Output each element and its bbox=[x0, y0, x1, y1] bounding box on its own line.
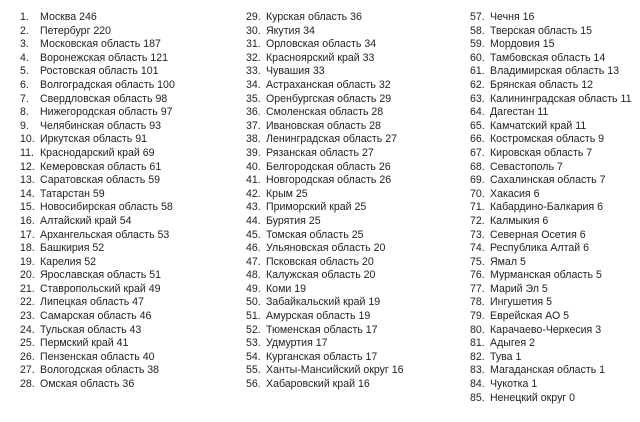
item-label: Забайкальский край 19 bbox=[266, 296, 381, 309]
list-item bbox=[20, 52, 175, 66]
list-item bbox=[470, 133, 632, 147]
list-item bbox=[246, 147, 404, 161]
item-number: 13. bbox=[20, 174, 35, 187]
item-label: Калужская область 20 bbox=[266, 269, 376, 282]
item-label: Калининградская область 11 bbox=[490, 92, 632, 105]
item-number: 84. bbox=[470, 378, 485, 391]
list-item bbox=[246, 161, 404, 175]
list-item bbox=[246, 242, 404, 256]
item-label: Курганская область 17 bbox=[266, 350, 378, 363]
item-number: 17. bbox=[20, 228, 35, 241]
item-label: Тамбовская область 14 bbox=[490, 51, 606, 64]
list-item bbox=[470, 147, 632, 161]
item-number: 85. bbox=[470, 391, 485, 404]
list-item bbox=[470, 25, 632, 39]
item-number: 25. bbox=[20, 337, 35, 350]
item-number: 32. bbox=[246, 51, 261, 64]
item-number: 62. bbox=[470, 78, 485, 91]
item-label: Московская область 187 bbox=[40, 38, 161, 51]
item-label: Архангельская область 53 bbox=[40, 228, 170, 241]
list-item bbox=[20, 269, 175, 283]
item-number: 22. bbox=[20, 296, 35, 309]
item-label: Ханты-Мансийский округ 16 bbox=[266, 364, 404, 377]
item-number: 40. bbox=[246, 160, 261, 173]
item-number: 56. bbox=[246, 378, 261, 391]
item-label: Пензенская область 40 bbox=[40, 350, 155, 363]
list-item bbox=[20, 296, 175, 310]
item-number: 82. bbox=[470, 350, 485, 363]
item-number: 15. bbox=[20, 201, 35, 214]
item-number: 50. bbox=[246, 296, 261, 309]
list-item bbox=[470, 351, 632, 365]
item-number: 69. bbox=[470, 174, 485, 187]
item-label: Дагестан 11 bbox=[490, 106, 549, 119]
item-label: Башкирия 52 bbox=[40, 242, 105, 255]
item-number: 63. bbox=[470, 92, 485, 105]
item-number: 45. bbox=[246, 228, 261, 241]
list-item bbox=[470, 310, 632, 324]
list-item bbox=[470, 324, 632, 338]
item-number: 38. bbox=[246, 133, 261, 146]
list-item bbox=[20, 147, 175, 161]
item-number: 20. bbox=[20, 269, 35, 282]
list-item bbox=[246, 215, 404, 229]
list-item bbox=[20, 161, 175, 175]
list-item bbox=[20, 25, 175, 39]
list-item bbox=[470, 52, 632, 66]
item-label: Карачаево-Черкесия 3 bbox=[490, 323, 602, 336]
item-label: Пермский край 41 bbox=[40, 337, 129, 350]
item-label: Смоленская область 28 bbox=[266, 106, 384, 119]
item-number: 24. bbox=[20, 323, 35, 336]
item-number: 75. bbox=[470, 255, 485, 268]
list-item bbox=[246, 79, 404, 93]
item-label: Ставропольский край 49 bbox=[40, 282, 161, 295]
list-item bbox=[246, 201, 404, 215]
item-number: 5. bbox=[20, 65, 29, 78]
list-item bbox=[246, 378, 404, 392]
item-number: 31. bbox=[246, 38, 261, 51]
item-label: Тульская область 43 bbox=[40, 323, 142, 336]
list-item bbox=[246, 364, 404, 378]
list-item bbox=[470, 215, 632, 229]
item-label: Краснодарский край 69 bbox=[40, 146, 155, 159]
list-item bbox=[470, 296, 632, 310]
item-number: 78. bbox=[470, 296, 485, 309]
list-item bbox=[246, 188, 404, 202]
item-number: 61. bbox=[470, 65, 485, 78]
list-item bbox=[20, 38, 175, 52]
list-item bbox=[246, 174, 404, 188]
list-item bbox=[246, 52, 404, 66]
item-number: 53. bbox=[246, 337, 261, 350]
list-item bbox=[246, 11, 404, 25]
item-label: Якутия 34 bbox=[266, 24, 315, 37]
list-item bbox=[246, 337, 404, 351]
item-number: 72. bbox=[470, 214, 485, 227]
item-label: Чувашия 33 bbox=[266, 65, 325, 78]
item-number: 3. bbox=[20, 38, 29, 51]
list-item bbox=[246, 65, 404, 79]
item-number: 81. bbox=[470, 337, 485, 350]
item-label: Саратовская область 59 bbox=[40, 174, 161, 187]
item-number: 4. bbox=[20, 51, 29, 64]
item-number: 16. bbox=[20, 214, 35, 227]
item-number: 70. bbox=[470, 187, 485, 200]
item-label: Белгородская область 26 bbox=[266, 160, 391, 173]
list-item bbox=[20, 11, 175, 25]
item-number: 77. bbox=[470, 282, 485, 295]
list-item bbox=[20, 364, 175, 378]
list-item bbox=[20, 106, 175, 120]
list-item bbox=[470, 79, 632, 93]
item-number: 55. bbox=[246, 364, 261, 377]
item-number: 49. bbox=[246, 282, 261, 295]
list-item bbox=[20, 337, 175, 351]
list-item bbox=[470, 188, 632, 202]
list-item bbox=[470, 283, 632, 297]
list-item bbox=[246, 38, 404, 52]
item-label: Ямал 5 bbox=[490, 255, 526, 268]
item-label: Марий Эл 5 bbox=[490, 282, 548, 295]
item-number: 37. bbox=[246, 119, 261, 132]
item-number: 46. bbox=[246, 242, 261, 255]
list-item bbox=[470, 174, 632, 188]
item-number: 19. bbox=[20, 255, 35, 268]
list-item bbox=[20, 351, 175, 365]
item-label: Мурманская область 5 bbox=[490, 269, 602, 282]
list-item bbox=[246, 106, 404, 120]
item-number: 80. bbox=[470, 323, 485, 336]
list-item bbox=[246, 256, 404, 270]
item-label: Калмыкия 6 bbox=[490, 214, 549, 227]
list-item bbox=[470, 378, 632, 392]
item-number: 51. bbox=[246, 310, 261, 323]
item-label: Камчатский край 11 bbox=[490, 119, 587, 132]
list-item bbox=[20, 215, 175, 229]
item-label: Ивановская область 28 bbox=[266, 119, 381, 132]
item-number: 28. bbox=[20, 378, 35, 391]
item-number: 54. bbox=[246, 350, 261, 363]
item-label: Вологодская область 38 bbox=[40, 364, 160, 377]
list-item bbox=[470, 38, 632, 52]
list-item bbox=[246, 229, 404, 243]
item-label: Хабаровский край 16 bbox=[266, 378, 370, 391]
list-item bbox=[470, 161, 632, 175]
item-number: 34. bbox=[246, 78, 261, 91]
item-number: 18. bbox=[20, 242, 35, 255]
list-item bbox=[470, 11, 632, 25]
item-label: Адыгея 2 bbox=[490, 337, 535, 350]
list-item bbox=[20, 65, 175, 79]
list-item bbox=[246, 25, 404, 39]
item-number: 59. bbox=[470, 38, 485, 51]
item-label: Свердловская область 98 bbox=[40, 92, 168, 105]
list-item bbox=[246, 310, 404, 324]
item-label: Хакасия 6 bbox=[490, 187, 540, 200]
item-number: 48. bbox=[246, 269, 261, 282]
item-label: Костромская область 9 bbox=[490, 133, 605, 146]
item-label: Татарстан 59 bbox=[40, 187, 105, 200]
list-column-3 bbox=[470, 11, 632, 405]
item-number: 68. bbox=[470, 160, 485, 173]
list-column-1 bbox=[20, 11, 175, 392]
list-item bbox=[470, 256, 632, 270]
list-item bbox=[246, 283, 404, 297]
item-number: 66. bbox=[470, 133, 485, 146]
item-label: Курская область 36 bbox=[266, 11, 362, 23]
item-label: Крым 25 bbox=[266, 187, 308, 200]
item-label: Воронежская область 121 bbox=[40, 51, 169, 64]
list-item bbox=[470, 229, 632, 243]
list-item bbox=[20, 201, 175, 215]
item-label: Удмуртия 17 bbox=[266, 337, 328, 350]
item-number: 30. bbox=[246, 24, 261, 37]
item-label: Москва 246 bbox=[40, 11, 97, 23]
list-item bbox=[20, 133, 175, 147]
list-item bbox=[470, 65, 632, 79]
item-number: 47. bbox=[246, 255, 261, 268]
item-label: Иркутская область 91 bbox=[40, 133, 147, 146]
item-label: Алтайский край 54 bbox=[40, 214, 132, 227]
list-item bbox=[20, 79, 175, 93]
item-label: Чечня 16 bbox=[490, 11, 535, 23]
item-number: 1. bbox=[20, 11, 29, 23]
item-number: 65. bbox=[470, 119, 485, 132]
list-item bbox=[470, 392, 632, 406]
list-item bbox=[20, 324, 175, 338]
item-label: Петербург 220 bbox=[40, 24, 112, 37]
list-item bbox=[246, 351, 404, 365]
item-number: 35. bbox=[246, 92, 261, 105]
item-label: Новосибирская область 58 bbox=[40, 201, 173, 214]
list-item bbox=[470, 337, 632, 351]
item-number: 41. bbox=[246, 174, 261, 187]
item-number: 23. bbox=[20, 310, 35, 323]
item-number: 76. bbox=[470, 269, 485, 282]
list-item bbox=[470, 106, 632, 120]
list-item bbox=[470, 364, 632, 378]
item-number: 52. bbox=[246, 323, 261, 336]
list-item bbox=[20, 174, 175, 188]
item-number: 11. bbox=[20, 146, 34, 159]
item-label: Севастополь 7 bbox=[490, 160, 563, 173]
item-label: Приморский край 25 bbox=[266, 201, 367, 214]
item-number: 58. bbox=[470, 24, 485, 37]
list-item bbox=[20, 256, 175, 270]
item-number: 64. bbox=[470, 106, 485, 119]
item-number: 71. bbox=[470, 201, 485, 214]
list-item bbox=[246, 269, 404, 283]
item-label: Орловская область 34 bbox=[266, 38, 377, 51]
list-item bbox=[20, 93, 175, 107]
item-number: 83. bbox=[470, 364, 485, 377]
item-number: 57. bbox=[470, 11, 485, 23]
item-number: 26. bbox=[20, 350, 35, 363]
item-number: 2. bbox=[20, 24, 29, 37]
item-label: Тува 1 bbox=[490, 350, 522, 363]
item-number: 33. bbox=[246, 65, 261, 78]
list-item bbox=[20, 283, 175, 297]
item-label: Кабардино-Балкария 6 bbox=[490, 201, 603, 214]
list-item bbox=[20, 229, 175, 243]
item-number: 10. bbox=[20, 133, 35, 146]
item-label: Псковская область 20 bbox=[266, 255, 374, 268]
item-number: 14. bbox=[20, 187, 35, 200]
item-number: 74. bbox=[470, 242, 485, 255]
item-label: Кемеровская область 61 bbox=[40, 160, 162, 173]
item-number: 67. bbox=[470, 146, 485, 159]
item-label: Бурятия 25 bbox=[266, 214, 321, 227]
item-label: Оренбургская область 29 bbox=[266, 92, 392, 105]
list-item bbox=[246, 120, 404, 134]
item-number: 27. bbox=[20, 364, 35, 377]
item-number: 44. bbox=[246, 214, 261, 227]
item-label: Коми 19 bbox=[266, 282, 306, 295]
item-label: Ленинградская область 27 bbox=[266, 133, 397, 146]
item-label: Республика Алтай 6 bbox=[490, 242, 589, 255]
item-label: Томская область 25 bbox=[266, 228, 364, 241]
item-label: Ненецкий округ 0 bbox=[490, 391, 576, 404]
list-item bbox=[470, 242, 632, 256]
list-item bbox=[246, 133, 404, 147]
list-item bbox=[246, 324, 404, 338]
item-label: Тверская область 15 bbox=[490, 24, 592, 37]
item-label: Самарская область 46 bbox=[40, 310, 152, 323]
list-item bbox=[20, 188, 175, 202]
list-item bbox=[470, 201, 632, 215]
item-label: Кировская область 7 bbox=[490, 146, 593, 159]
item-number: 21. bbox=[20, 282, 35, 295]
item-label: Омская область 36 bbox=[40, 378, 135, 391]
list-item bbox=[246, 93, 404, 107]
list-item bbox=[246, 296, 404, 310]
list-column-2 bbox=[246, 11, 404, 392]
item-number: 7. bbox=[20, 92, 29, 105]
list-item bbox=[470, 120, 632, 134]
item-number: 39. bbox=[246, 146, 261, 159]
item-number: 29. bbox=[246, 11, 261, 23]
list-item bbox=[470, 93, 632, 107]
item-label: Чукотка 1 bbox=[490, 378, 538, 391]
item-number: 79. bbox=[470, 310, 485, 323]
item-label: Амурская область 19 bbox=[266, 310, 371, 323]
item-number: 42. bbox=[246, 187, 261, 200]
list-item bbox=[20, 378, 175, 392]
item-number: 6. bbox=[20, 78, 29, 91]
item-label: Челябинская область 93 bbox=[40, 119, 162, 132]
item-label: Липецкая область 47 bbox=[40, 296, 144, 309]
item-number: 9. bbox=[20, 119, 29, 132]
item-label: Ингушетия 5 bbox=[490, 296, 553, 309]
item-number: 8. bbox=[20, 106, 29, 119]
item-label: Мордовия 15 bbox=[490, 38, 555, 51]
item-label: Красноярский край 33 bbox=[266, 51, 375, 64]
item-label: Брянская область 12 bbox=[490, 78, 593, 91]
item-label: Ярославская область 51 bbox=[40, 269, 162, 282]
list-item bbox=[20, 242, 175, 256]
item-label: Новгородская область 26 bbox=[266, 174, 392, 187]
item-label: Ростовская область 101 bbox=[40, 65, 159, 78]
list-item bbox=[20, 120, 175, 134]
list-item bbox=[20, 310, 175, 324]
item-label: Тюменская область 17 bbox=[266, 323, 378, 336]
item-label: Рязанская область 27 bbox=[266, 146, 374, 159]
item-number: 36. bbox=[246, 106, 261, 119]
item-label: Сахалинская область 7 bbox=[490, 174, 606, 187]
item-label: Северная Осетия 6 bbox=[490, 228, 586, 241]
item-number: 43. bbox=[246, 201, 261, 214]
item-label: Ульяновская область 20 bbox=[266, 242, 386, 255]
item-label: Волгоградская область 100 bbox=[40, 78, 175, 91]
item-label: Нижегородская область 97 bbox=[40, 106, 173, 119]
item-label: Еврейская АО 5 bbox=[490, 310, 570, 323]
item-label: Владимирская область 13 bbox=[490, 65, 620, 78]
item-label: Магаданская область 1 bbox=[490, 364, 606, 377]
item-label: Астраханская область 32 bbox=[266, 78, 391, 91]
item-number: 60. bbox=[470, 51, 485, 64]
item-number: 73. bbox=[470, 228, 485, 241]
list-item bbox=[470, 269, 632, 283]
item-label: Карелия 52 bbox=[40, 255, 97, 268]
item-number: 12. bbox=[20, 160, 35, 173]
